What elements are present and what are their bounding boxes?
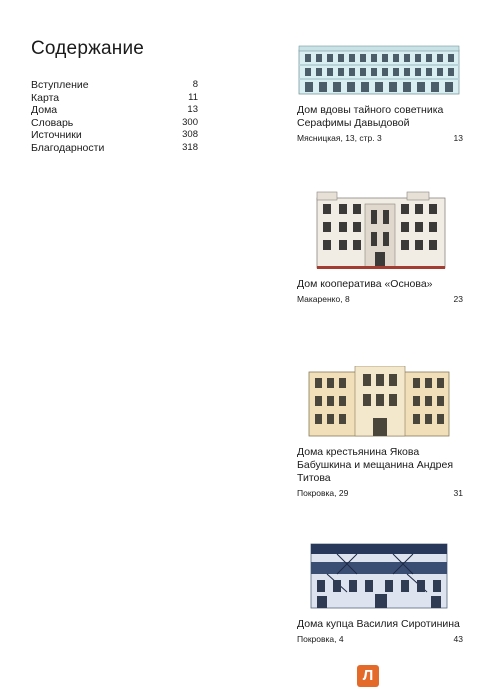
toc-entry[interactable] <box>31 79 198 92</box>
house-page: 31 <box>453 488 463 498</box>
house-title: Дом кооператива «Основа» <box>297 278 433 290</box>
toc-entry[interactable] <box>31 117 198 130</box>
toc-label: Дома <box>31 104 58 117</box>
toc-entry[interactable] <box>31 104 198 117</box>
table-of-contents <box>31 79 198 155</box>
house-address: Покровка, 4 <box>297 634 344 644</box>
page-title: Содержание <box>31 38 145 59</box>
building-illustration <box>297 44 461 96</box>
toc-label: Карта <box>31 91 60 104</box>
building-illustration <box>297 540 461 610</box>
house-page: 43 <box>453 634 463 644</box>
building-illustration <box>297 366 461 438</box>
toc-label: Благодарности <box>31 141 105 154</box>
toc-entry[interactable] <box>31 142 198 155</box>
house-address: Мясницкая, 13, стр. 3 <box>297 133 382 143</box>
house-address: Макаренко, 8 <box>297 294 350 304</box>
toc-page: 11 <box>188 91 198 103</box>
toc-entry[interactable] <box>31 129 198 142</box>
toc-entry[interactable] <box>31 92 198 105</box>
house-entry[interactable] <box>297 44 463 143</box>
toc-label: Источники <box>31 129 82 142</box>
toc-page: 8 <box>192 79 198 90</box>
house-title: Дома крестьянина Якова Бабушкина и мещанина Андрея Титова <box>297 446 454 484</box>
house-entry[interactable] <box>297 540 463 644</box>
toc-page: 318 <box>182 141 198 153</box>
house-page: 23 <box>453 294 463 304</box>
house-title: Дома купца Василия Сиротинина <box>297 618 460 630</box>
house-entry[interactable] <box>297 188 463 304</box>
toc-label: Вступление <box>31 79 89 91</box>
house-title: Дом вдовы тайного советника Серафимы Давыдовой <box>297 104 444 129</box>
toc-page: 300 <box>182 116 198 128</box>
toc-page: 308 <box>182 129 198 141</box>
building-illustration <box>297 188 461 270</box>
toc-page: 13 <box>187 104 198 116</box>
toc-label: Словарь <box>31 116 74 129</box>
house-address: Покровка, 29 <box>297 488 349 498</box>
publisher-logo: Л <box>357 665 379 687</box>
house-entry[interactable] <box>297 366 463 498</box>
house-page: 13 <box>453 133 463 143</box>
